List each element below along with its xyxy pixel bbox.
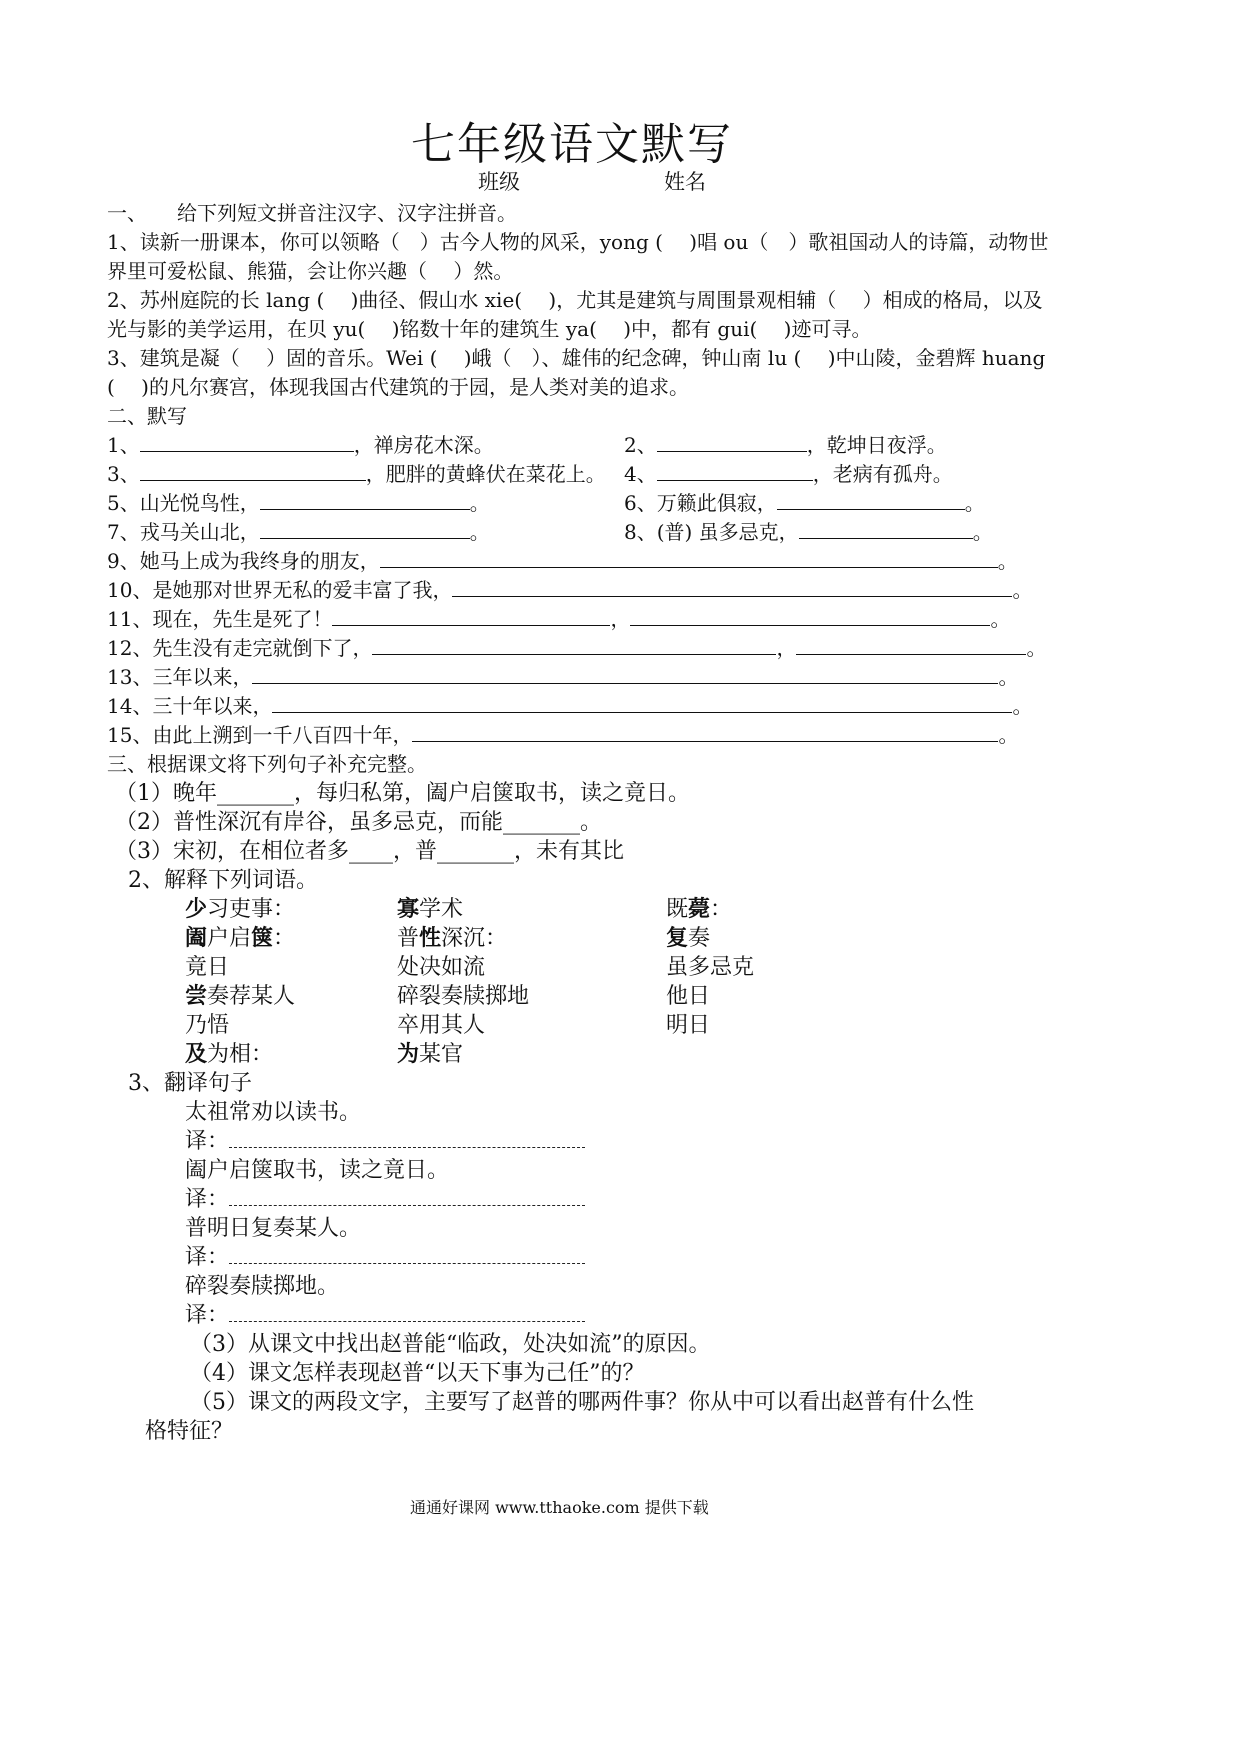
item-text: 。 <box>469 520 490 544</box>
s1-p1b: 界里可爱松鼠、熊猫，会让你兴趣（ ）然。 <box>107 259 514 283</box>
word-17: 为某官 <box>397 1041 464 1067</box>
word-14: 卒用其人 <box>397 1013 486 1038</box>
section3-heading: 三、根据课文将下列句子补充完整。 <box>107 752 427 776</box>
s1-p1a: 1、读新一册课本，你可以领略（ ）古今人物的风采，yong ( )唱 ou（ ）歌祖国动人的诗篇，动物世 <box>107 230 1049 254</box>
fill-q3: （3）宋初，在相位者多____，普_______，未有其比 <box>115 839 624 864</box>
word-6: 复奏 <box>666 925 711 951</box>
question-4: （4）课文怎样表现赵普“以天下事为己任”的？ <box>190 1361 645 1386</box>
translate-src-4: 碎裂奏牍掷地。 <box>185 1274 340 1299</box>
word-11: 碎裂奏牍掷地 <box>397 984 530 1009</box>
translate-line-1 <box>185 1124 585 1155</box>
item-num: 15、由此上溯到一千八百四十年， <box>107 723 413 747</box>
page-title: 七年级语文默写 <box>411 119 733 170</box>
item-num: 8、(普) 虽多忌克， <box>624 520 799 544</box>
translate-line-3 <box>185 1240 585 1271</box>
fill-q2: （2）普性深沉有岸谷，虽多忌克，而能_______。 <box>115 810 602 835</box>
item-num: 1、 <box>107 433 140 457</box>
item-text: 。 <box>997 549 1018 573</box>
dictation-item-2 <box>624 429 947 458</box>
word-8: 处决如流 <box>397 955 486 980</box>
word-10: 尝奏荐某人 <box>185 983 296 1009</box>
name-label: 姓名 <box>664 170 706 194</box>
translation-blank[interactable] <box>229 1303 585 1322</box>
word-2: 寡学术 <box>397 896 464 922</box>
item-num: 13、三年以来， <box>107 665 253 689</box>
item-text: ，老病有孤舟。 <box>812 462 953 486</box>
word-13: 乃悟 <box>185 1013 230 1038</box>
word-7: 竟日 <box>185 955 230 980</box>
answer-blank[interactable] <box>372 636 776 655</box>
answer-blank[interactable] <box>380 549 998 568</box>
footer-credit: 通通好课网 www.tthaoke.com 提供下载 <box>410 1498 709 1517</box>
answer-blank[interactable] <box>657 462 813 481</box>
question-5b: 格特征？ <box>145 1419 234 1444</box>
dictation-item-8 <box>624 516 993 545</box>
item-num: 14、三十年以来， <box>107 694 273 718</box>
translate-src-2: 阖户启箧取书，读之竟日。 <box>185 1158 450 1183</box>
dictation-item-14 <box>107 690 1032 719</box>
answer-blank[interactable] <box>252 665 998 684</box>
answer-blank[interactable] <box>272 694 1012 713</box>
dictation-item-10 <box>107 574 1032 603</box>
translate-lead: 译： <box>185 1187 230 1212</box>
item-num: 7、戎马关山北， <box>107 520 260 544</box>
word-15: 明日 <box>666 1013 711 1038</box>
translate-lead: 译： <box>185 1303 230 1328</box>
word-16: 及为相： <box>185 1041 274 1067</box>
item-num: 4、 <box>624 462 657 486</box>
item-text: 。 <box>972 520 993 544</box>
section2-heading: 二、默写 <box>107 404 187 428</box>
item-text: ，肥胖的黄蜂伏在菜花上。 <box>365 462 606 486</box>
question-5a: （5）课文的两段文字，主要写了赵普的哪两件事？你从中可以看出赵普有什么性 <box>190 1390 974 1415</box>
answer-blank[interactable] <box>140 433 354 452</box>
item-num: 3、 <box>107 462 140 486</box>
s1-p3a: 3、建筑是凝（ ）固的音乐。Wei ( )峨（ ）、雄伟的纪念碑，钟山南 lu ( )中山陵，金碧辉 huang <box>107 346 1046 370</box>
dictation-item-3 <box>107 458 606 487</box>
dictation-item-5 <box>107 487 490 516</box>
item-text: 。 <box>469 491 490 515</box>
translate-heading: 3、翻译句子 <box>128 1071 252 1096</box>
answer-blank[interactable] <box>796 636 1026 655</box>
dictation-item-11 <box>107 603 1010 632</box>
translate-line-2 <box>185 1182 585 1213</box>
item-text: 。 <box>964 491 985 515</box>
word-4: 阖户启箧： <box>185 925 296 951</box>
question-3: （3）从课文中找出赵普能“临政，处决如流”的原因。 <box>190 1332 711 1357</box>
dictation-item-7 <box>107 516 490 545</box>
item-num: 5、山光悦鸟性， <box>107 491 260 515</box>
item-text: 。 <box>1012 694 1033 718</box>
word-1: 少习吏事： <box>185 896 296 922</box>
s1-p3b: ( )的凡尔赛宫，体现我国古代建筑的于园，是人类对美的追求。 <box>107 375 689 399</box>
item-text: 。 <box>998 665 1019 689</box>
dictation-item-9 <box>107 545 1018 574</box>
item-text: 。 <box>1012 578 1033 602</box>
translation-blank[interactable] <box>229 1129 585 1148</box>
translation-blank[interactable] <box>229 1245 585 1264</box>
translate-src-1: 太祖常劝以读书。 <box>185 1100 362 1125</box>
item-text: ，禅房花木深。 <box>353 433 494 457</box>
class-label: 班级 <box>478 170 520 194</box>
answer-blank[interactable] <box>777 491 965 510</box>
answer-blank[interactable] <box>140 462 366 481</box>
dictation-item-12 <box>107 632 1046 661</box>
dictation-item-1 <box>107 429 494 458</box>
section1-heading: 一、 给下列短文拼音注汉字、汉字注拼音。 <box>107 201 517 225</box>
item-mid: ， <box>776 636 797 660</box>
item-num: 10、是她那对世界无私的爱丰富了我， <box>107 578 453 602</box>
answer-blank[interactable] <box>332 607 610 626</box>
dictation-item-13 <box>107 661 1018 690</box>
translate-lead: 译： <box>185 1129 230 1154</box>
word-3: 既薨： <box>666 896 733 922</box>
item-num: 12、先生没有走完就倒下了， <box>107 636 373 660</box>
answer-blank[interactable] <box>452 578 1012 597</box>
item-text: ，乾坤日夜浮。 <box>806 433 947 457</box>
translate-lead: 译： <box>185 1245 230 1270</box>
s1-p2a: 2、苏州庭院的长 lang ( )曲径、假山水 xie( )，尤其是建筑与周围景观相辅（ ）相成的格局，以及 <box>107 288 1043 312</box>
answer-blank[interactable] <box>260 491 470 510</box>
word-5: 普性深沉： <box>397 925 508 951</box>
translate-line-4 <box>185 1298 585 1329</box>
answer-blank[interactable] <box>657 433 807 452</box>
item-num: 9、她马上成为我终身的朋友， <box>107 549 380 573</box>
item-text: 。 <box>998 723 1019 747</box>
item-text: 。 <box>1026 636 1047 660</box>
translation-blank[interactable] <box>229 1187 585 1206</box>
item-mid: ， <box>610 607 631 631</box>
answer-blank[interactable] <box>630 607 990 626</box>
s1-p2b: 光与影的美学运用，在贝 yu( )铭数十年的建筑生 ya( )中，都有 gui( )迹可寻。 <box>107 317 872 341</box>
dictation-item-4 <box>624 458 953 487</box>
item-num: 2、 <box>624 433 657 457</box>
answer-blank[interactable] <box>260 520 470 539</box>
dictation-item-6 <box>624 487 985 516</box>
translate-src-3: 普明日复奏某人。 <box>185 1216 362 1241</box>
item-text: 。 <box>990 607 1011 631</box>
word-9: 虽多忌克 <box>666 955 755 980</box>
answer-blank[interactable] <box>412 723 998 742</box>
dictation-item-15 <box>107 719 1018 748</box>
answer-blank[interactable] <box>799 520 973 539</box>
item-num: 11、现在，先生是死了！ <box>107 607 333 631</box>
word-12: 他日 <box>666 984 711 1009</box>
explain-heading: 2、解释下列词语。 <box>128 868 318 893</box>
item-num: 6、万籁此俱寂， <box>624 491 777 515</box>
fill-q1: （1）晚年_______，每归私第，阖户启箧取书，读之竟日。 <box>115 781 690 806</box>
